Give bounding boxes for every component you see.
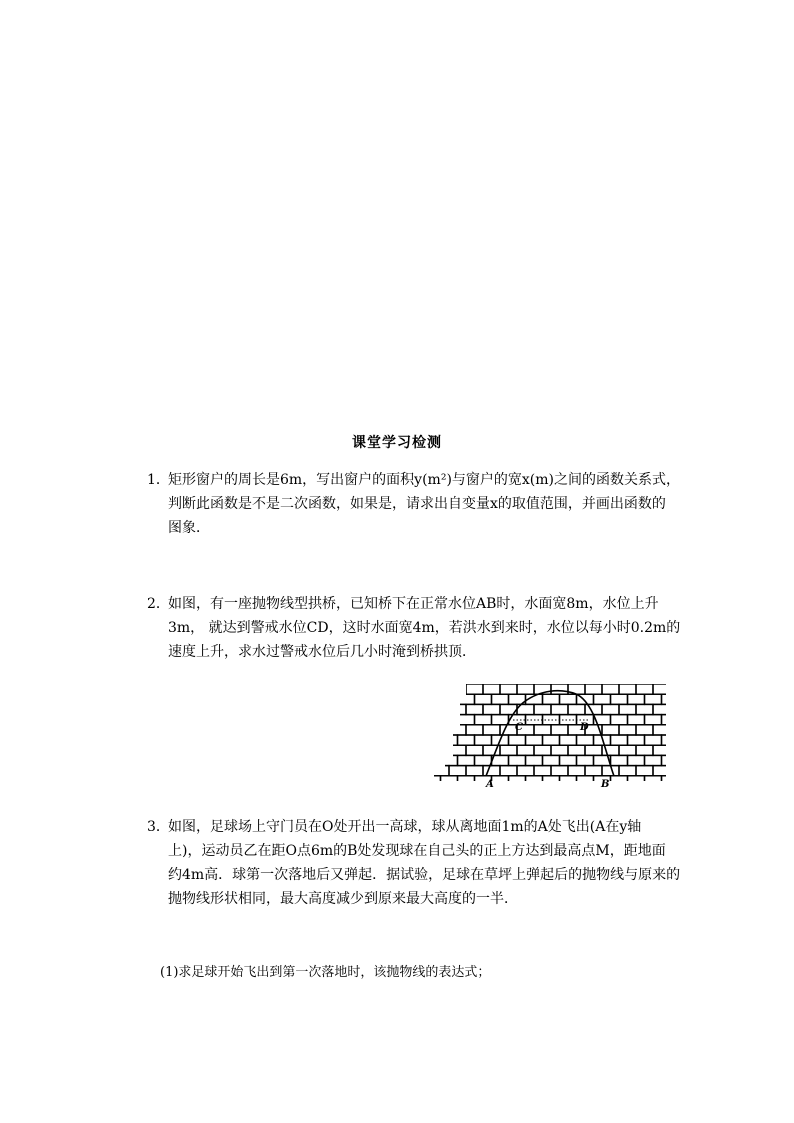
question-line: 抛物线形状相同，最大高度减少到原来最大高度的一半． [168,891,518,907]
brick [441,694,458,704]
brick [432,725,449,735]
question-line: 3m， 就达到警戒水位CD，这时水面宽4m，若洪水到来时，水位以每小时0.2m的 [168,620,681,636]
question-line: 约4m高．球第一次落地后又弹起．据试验，足球在草坪上弹起后的抛物线与原来的 [168,867,681,883]
question-3 [147,815,687,911]
brick [432,704,449,714]
question-1 [147,468,687,540]
brick [432,684,449,694]
brick [432,715,441,725]
point-label-d: D [580,722,589,733]
arch-bridge-figure [432,684,672,790]
question-number: 1． [147,472,170,488]
point-label-a: A [486,779,494,790]
brick [432,745,449,755]
section-title: 课堂学习检测 [352,435,442,451]
question-line: 如图，足球场上守门员在O处开出一高球，球从离地面1m的A处飞出(A在y轴 [168,819,642,835]
brick [432,735,441,745]
brick [432,755,441,765]
question-line: 上)，运动员乙在距O点6m的B处发现球在自己头的正上方达到最高点M，距地面 [168,843,666,859]
question-line: 判断此函数是不是二次函数，如果是，请求出自变量x的取值范围，并画出函数的 [168,496,666,512]
brick [432,694,441,704]
brick [670,745,672,755]
question-line: 图象． [168,520,210,536]
subquestion-1: (1)求足球开始飞出到第一次落地时，该抛物线的表达式； [160,965,491,980]
question-2 [147,592,687,664]
question-number: 3． [147,819,170,835]
question-line: 如图，有一座抛物线型拱桥，已知桥下在正常水位AB时，水面宽8m，水位上升 [168,596,659,612]
brick [449,684,466,694]
question-number: 2． [147,596,170,612]
question-line: 矩形窗户的周长是6m，写出窗户的面积y(m²)与窗户的宽x(m)之间的函数关系式， [168,472,680,488]
point-label-b: B [601,779,610,790]
brick [670,725,672,735]
brick [670,766,672,776]
brick-wall [432,684,672,790]
question-line: 速度上升，求水过警戒水位后几小时淹到桥拱顶． [168,644,476,660]
brick [441,715,458,725]
point-label-c: C [515,722,523,733]
brick [670,704,672,714]
brick [670,684,672,694]
